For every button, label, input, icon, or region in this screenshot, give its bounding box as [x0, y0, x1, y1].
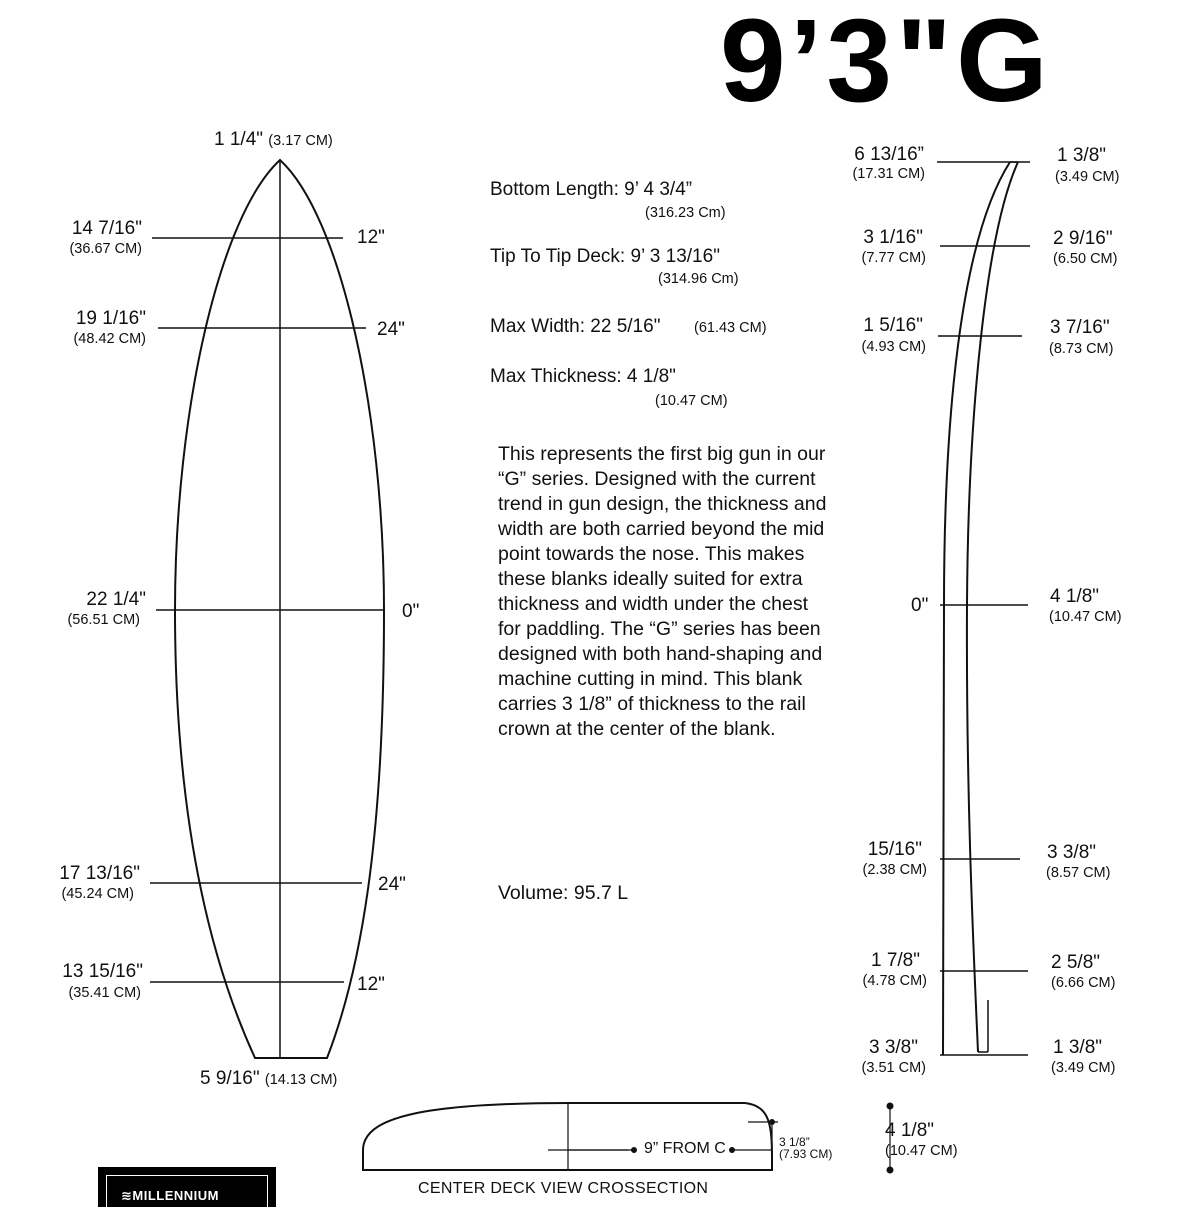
crossection-caption: CENTER DECK VIEW CROSSECTION	[418, 1180, 709, 1197]
station-3-width-cm: (56.51 CM)	[67, 612, 140, 628]
profile-left-4-cm: (2.38 CM)	[862, 862, 927, 878]
profile-left-2: 3 1/16"	[863, 227, 923, 248]
station-2-mark: 24"	[377, 319, 405, 340]
profile-right-6: 2 5/8"	[1051, 952, 1101, 973]
profile-left-3-cm: (4.93 CM)	[861, 339, 926, 355]
station-1-width-cm: (36.67 CM)	[69, 241, 142, 257]
profile-right-5: 3 3/8"	[1047, 842, 1097, 863]
profile-right-5-cm: (8.57 CM)	[1046, 865, 1111, 881]
station-2-width-cm: (48.42 CM)	[73, 331, 146, 347]
profile-left-1: 6 13/16”	[854, 144, 924, 165]
blank-volume: Volume: 95.7 L	[498, 882, 629, 904]
max-width: Max Width: 22 5/16"	[490, 316, 661, 337]
bottom-length-cm: (316.23 Cm)	[645, 205, 726, 221]
station-4-width-cm: (45.24 CM)	[61, 886, 134, 902]
crossection-thickness-dot-bottom	[887, 1167, 894, 1174]
brand-logo	[98, 1167, 276, 1207]
crossection-rail-thickness-cm: (7.93 CM)	[779, 1147, 833, 1161]
nose-width-in: 1 1/4"	[214, 129, 264, 150]
crossection-thickness-cm: (10.47 CM)	[885, 1143, 958, 1159]
profile-bottom-curve	[943, 162, 1010, 1055]
tip-to-tip-cm: (314.96 Cm)	[658, 271, 739, 287]
profile-left-2-cm: (7.77 CM)	[861, 250, 926, 266]
profile-left-3: 1 5/16"	[863, 315, 923, 336]
tail-width-cm: (14.13 CM)	[264, 1072, 338, 1088]
station-5-width: 13 15/16"	[62, 961, 143, 982]
station-2-width: 19 1/16"	[75, 308, 146, 329]
crossection-thickness-dot-top	[887, 1103, 894, 1110]
profile-right-4: 4 1/8"	[1050, 586, 1100, 607]
max-thickness: Max Thickness: 4 1/8"	[490, 366, 676, 387]
profile-right-2-cm: (6.50 CM)	[1053, 251, 1118, 267]
station-1-width: 14 7/16"	[71, 218, 142, 239]
blank-description: This represents the first big gun in our “G” series. Designed with the current trend in gun design, the thickness and width are both carried beyond the mid point towards the nose. This makes these blanks ideally suited for extra thickness and width under the chest for paddling. The “G” series has been designed with both hand-shaping and machine cutting in mind. This blank carries 3 1/8” of thickness to the rail crown at the center of the blank.	[498, 443, 827, 740]
logo-wave-icon: ≋	[121, 1188, 133, 1203]
profile-left-1-cm: (17.31 CM)	[852, 166, 925, 182]
logo-wordmark: MILLENNIUM	[132, 1188, 220, 1203]
station-3-mark: 0"	[402, 601, 420, 622]
station-5-width-cm: (35.41 CM)	[68, 985, 141, 1001]
profile-left-6: 3 3/8"	[868, 1037, 918, 1058]
profile-left-5: 1 7/8"	[870, 950, 920, 971]
bottom-length: Bottom Length: 9’ 4 3/4”	[490, 179, 693, 200]
profile-right-6-cm: (6.66 CM)	[1051, 975, 1116, 991]
logo-text	[121, 1188, 219, 1204]
profile-deck-curve	[967, 162, 1018, 1052]
profile-right-1-cm: (3.49 CM)	[1055, 169, 1120, 185]
profile-right-2: 2 9/16"	[1053, 228, 1113, 249]
station-3-width: 22 1/4"	[86, 589, 146, 610]
profile-left-6-cm: (3.51 CM)	[861, 1060, 926, 1076]
tip-to-tip: Tip To Tip Deck: 9’ 3 13/16"	[490, 246, 720, 267]
max-width-cm: (61.43 CM)	[694, 320, 767, 336]
station-5-mark: 12"	[357, 974, 385, 995]
station-1-mark: 12"	[357, 227, 385, 248]
profile-right-3-cm: (8.73 CM)	[1049, 341, 1114, 357]
profile-center-mark: 0"	[911, 595, 929, 616]
profile-right-7: 1 3/8"	[1053, 1037, 1103, 1058]
station-4-mark: 24"	[378, 874, 406, 895]
crossection-rail-thickness: 3 1/8”	[779, 1135, 810, 1149]
station-4-width: 17 13/16"	[59, 863, 140, 884]
profile-left-5-cm: (4.78 CM)	[862, 973, 927, 989]
crossection-from-dot	[631, 1147, 637, 1153]
tail-width-label	[200, 1069, 337, 1089]
tail-width-in: 5 9/16"	[200, 1068, 260, 1089]
profile-right-7-cm: (3.49 CM)	[1051, 1060, 1116, 1076]
max-thickness-cm: (10.47 CM)	[655, 393, 728, 409]
crossection-from-center: 9” FROM C	[644, 1140, 726, 1157]
profile-left-4: 15/16"	[867, 839, 922, 860]
profile-right-3: 3 7/16"	[1050, 317, 1110, 338]
profile-right-4-cm: (10.47 CM)	[1049, 609, 1122, 625]
blank-model-title: 9’3"G	[720, 0, 1052, 127]
nose-width-label	[214, 130, 333, 150]
nose-width-cm: (3.17 CM)	[268, 133, 333, 149]
crossection-thickness: 4 1/8"	[885, 1120, 935, 1141]
profile-right-1: 1 3/8"	[1057, 145, 1107, 166]
crossection-rail-dot-left	[729, 1147, 735, 1153]
